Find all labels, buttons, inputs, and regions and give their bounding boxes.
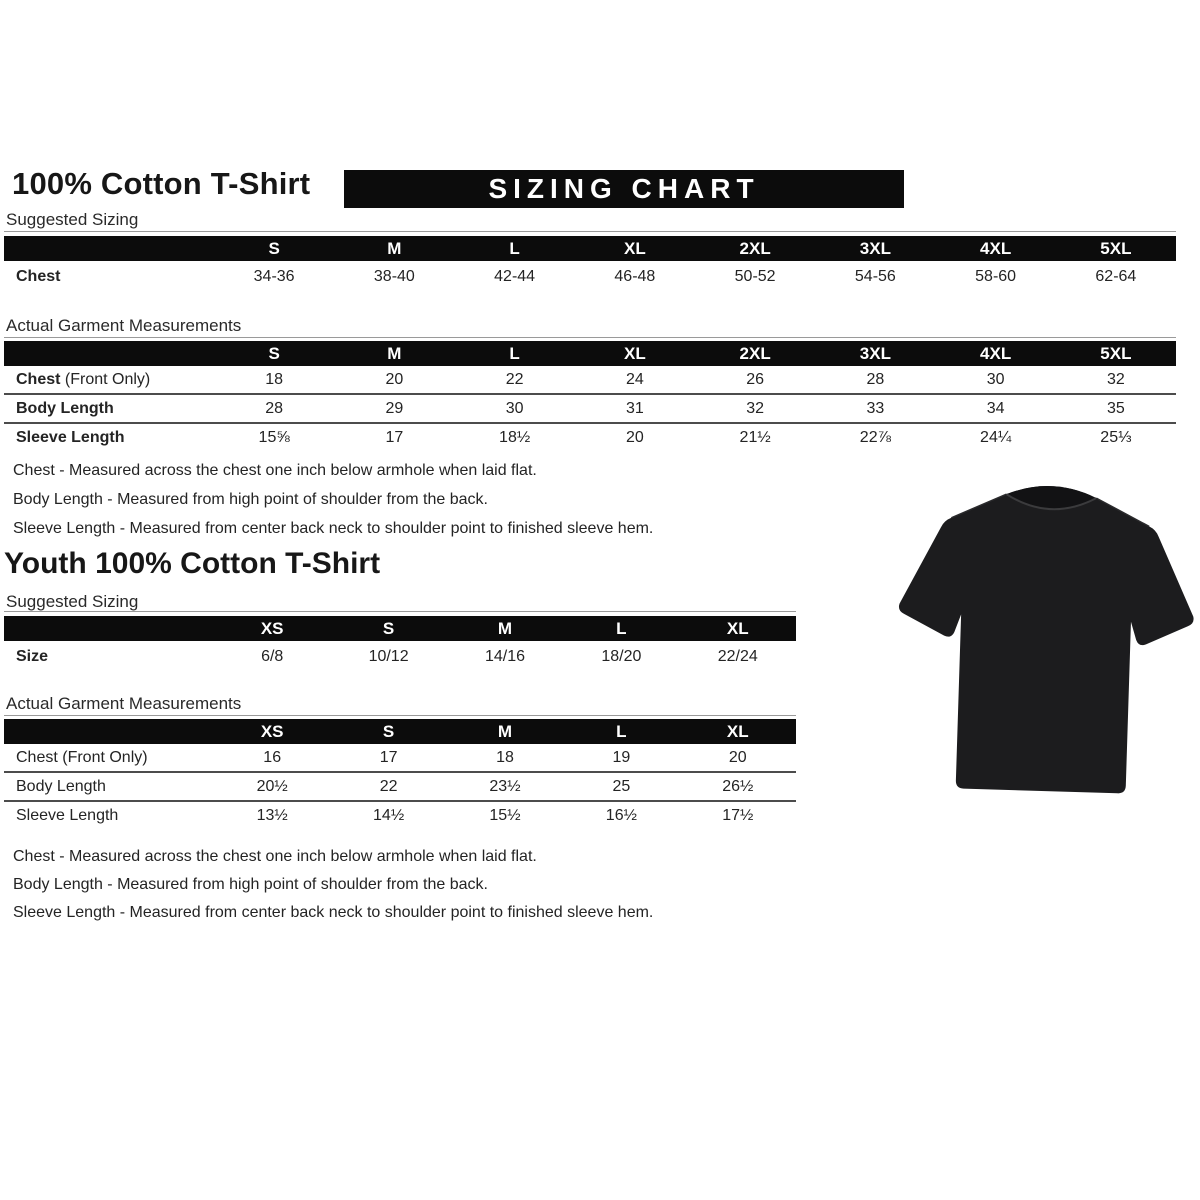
measurement-cell: 13½ [256, 806, 288, 824]
measurement-cell: 28 [214, 394, 334, 423]
measurement-cell: 20 [334, 366, 454, 394]
measurement-cell: 34 [936, 394, 1056, 423]
measurement-cell: 33 [815, 394, 935, 423]
measurement-cell: 14½ [373, 806, 405, 824]
measurement-cell: 35 [1056, 394, 1176, 423]
table-row [4, 801, 796, 829]
measurement-cell: 18/20 [601, 648, 642, 665]
size-column-header: 4XL [936, 341, 1056, 366]
note-line: Body Length - Measured from high point of shoulder from the back. [13, 491, 488, 508]
size-column-header: 5XL [1056, 236, 1176, 261]
youth-suggested-section-label: Suggested Sizing [6, 592, 139, 611]
measurement-cell: 46-48 [614, 268, 656, 285]
size-column-header: 2XL [695, 341, 815, 366]
note-line: Sleeve Length - Measured from center back neck to shoulder point to finished sleeve hem. [13, 904, 654, 921]
size-column-header: L [455, 341, 575, 366]
table-row [4, 641, 796, 673]
size-column-header: 2XL [695, 236, 815, 261]
sizing-chart-banner: SIZING CHART [344, 170, 904, 208]
measurement-cell: 24¼ [980, 428, 1012, 446]
adult-actual-table [4, 337, 1176, 451]
size-column-header: 5XL [1056, 341, 1176, 366]
measurement-cell: 22 [330, 772, 446, 801]
table-row [4, 744, 796, 772]
measurement-cell: 34-36 [253, 268, 295, 285]
measurement-cell: 25 [563, 772, 679, 801]
adult-suggested-table [4, 231, 1176, 293]
size-column-header: M [334, 341, 454, 366]
measurement-cell: 17 [385, 428, 404, 446]
note-line: Chest - Measured across the chest one inch below armhole when laid flat. [13, 462, 537, 479]
table-row [4, 366, 1176, 394]
measurement-cell: 15⅝ [258, 428, 290, 446]
row-label: Chest [16, 268, 61, 285]
row-label-header [4, 341, 214, 366]
size-column-header: M [334, 236, 454, 261]
table-header-row [4, 616, 796, 641]
size-column-header: S [214, 236, 334, 261]
youth-actual-table [4, 715, 796, 829]
size-column-header: XL [680, 616, 796, 641]
measurement-cell: 30 [455, 394, 575, 423]
measurement-cell: 54-56 [854, 268, 896, 285]
tshirt-body [891, 480, 1199, 799]
measurement-cell: 25⅓ [1100, 428, 1132, 446]
youth-actual-section-label: Actual Garment Measurements [6, 694, 242, 713]
row-label: Sleeve Length [16, 428, 125, 446]
row-label-header [4, 719, 214, 744]
table-row [4, 261, 1176, 293]
table-row [4, 772, 796, 801]
adult-notes [13, 456, 653, 543]
measurement-cell: 50-52 [734, 268, 776, 285]
size-column-header: XL [680, 719, 796, 744]
measurement-cell: 6/8 [261, 648, 284, 665]
youth-notes [13, 843, 653, 927]
table-header-row [4, 236, 1176, 261]
note-line: Chest - Measured across the chest one inch below armhole when laid flat. [13, 848, 537, 865]
measurement-cell: 32 [695, 394, 815, 423]
measurement-cell: 20½ [214, 772, 330, 801]
note-line: Sleeve Length - Measured from center back neck to shoulder point to finished sleeve hem. [13, 520, 654, 537]
measurement-cell: 28 [815, 366, 935, 394]
size-column-header: L [563, 719, 679, 744]
note-line: Body Length - Measured from high point of shoulder from the back. [13, 876, 488, 893]
measurement-cell: 16½ [605, 806, 637, 824]
measurement-cell: 20 [625, 428, 644, 446]
row-label: Sleeve Length [16, 806, 119, 824]
row-label: Chest (Front Only) [4, 744, 214, 772]
measurement-cell: 26½ [680, 772, 796, 801]
row-label-header [4, 236, 214, 261]
size-column-header: L [563, 616, 679, 641]
size-column-header: L [455, 236, 575, 261]
measurement-cell: 19 [563, 744, 679, 772]
size-column-header: M [447, 616, 563, 641]
row-label: Chest (Front Only) [4, 366, 214, 394]
size-column-header: S [214, 341, 334, 366]
size-column-header: XL [575, 236, 695, 261]
measurement-cell: 42-44 [494, 268, 536, 285]
table-row [4, 423, 1176, 451]
youth-title: Youth 100% Cotton T-Shirt [4, 547, 381, 580]
adult-suggested-section-label: Suggested Sizing [6, 210, 139, 229]
size-column-header: XS [214, 616, 330, 641]
size-column-header: XL [575, 341, 695, 366]
tshirt-photo [890, 470, 1200, 815]
size-column-header: 3XL [815, 236, 935, 261]
measurement-cell: 30 [936, 366, 1056, 394]
measurement-cell: 10/12 [368, 648, 409, 665]
table-header-row [4, 341, 1176, 366]
measurement-cell: 18 [214, 366, 334, 394]
measurement-cell: 62-64 [1095, 268, 1137, 285]
measurement-cell: 23½ [447, 772, 563, 801]
size-column-header: S [330, 719, 446, 744]
measurement-cell: 20 [680, 744, 796, 772]
size-column-header: M [447, 719, 563, 744]
measurement-cell: 18½ [499, 428, 531, 446]
measurement-cell: 22⅞ [859, 428, 891, 446]
adult-actual-section-label: Actual Garment Measurements [6, 316, 242, 335]
measurement-cell: 15½ [489, 806, 521, 824]
size-column-header: S [330, 616, 446, 641]
measurement-cell: 38-40 [373, 268, 415, 285]
measurement-cell: 16 [214, 744, 330, 772]
table-row [4, 394, 1176, 423]
size-column-header: 3XL [815, 341, 935, 366]
row-label: Body Length [4, 772, 214, 801]
measurement-cell: 18 [447, 744, 563, 772]
size-column-header: XS [214, 719, 330, 744]
size-column-header: 4XL [936, 236, 1056, 261]
row-label-header [4, 616, 214, 641]
measurement-cell: 14/16 [484, 648, 525, 665]
measurement-cell: 22 [455, 366, 575, 394]
page-title: 100% Cotton T-Shirt [12, 166, 311, 201]
youth-suggested-table [4, 611, 796, 673]
measurement-cell: 21½ [739, 428, 771, 446]
row-label: Size [16, 648, 49, 665]
measurement-cell: 26 [695, 366, 815, 394]
measurement-cell: 32 [1056, 366, 1176, 394]
measurement-cell: 58-60 [975, 268, 1017, 285]
row-label: Body Length [4, 394, 214, 423]
measurement-cell: 17½ [722, 806, 754, 824]
measurement-cell: 24 [575, 366, 695, 394]
measurement-cell: 22/24 [717, 648, 758, 665]
measurement-cell: 17 [330, 744, 446, 772]
table-header-row [4, 719, 796, 744]
measurement-cell: 29 [334, 394, 454, 423]
measurement-cell: 31 [575, 394, 695, 423]
